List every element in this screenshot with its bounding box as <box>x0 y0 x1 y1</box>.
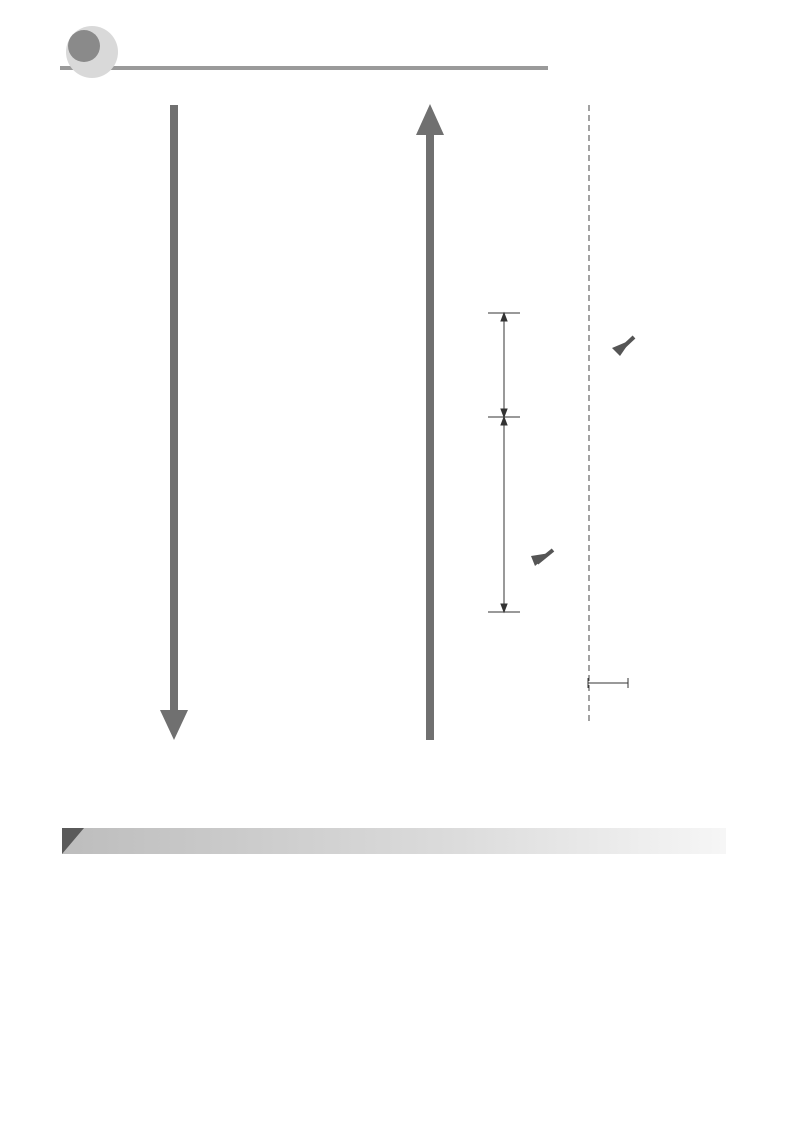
arrow-up-icon <box>416 104 444 740</box>
arrow-down-icon <box>160 105 188 740</box>
section-heading-bar <box>62 828 726 854</box>
groove-arrow-icons <box>531 337 634 566</box>
groove-brackets <box>488 105 628 725</box>
section-heading-triangle <box>62 828 84 854</box>
